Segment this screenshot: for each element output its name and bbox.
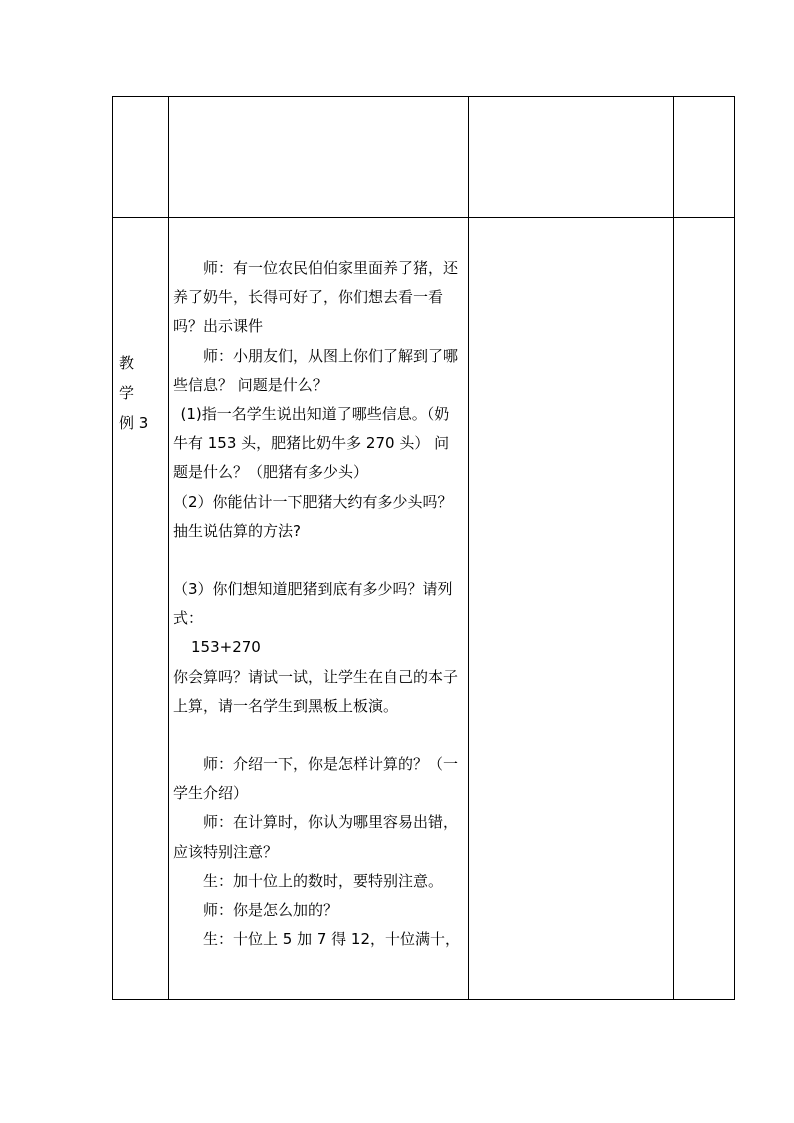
table-cell-content [169, 218, 469, 1000]
table-row [113, 97, 735, 218]
content-paragraph: 师：介绍一下，你是怎样计算的？（一学生介绍） [173, 755, 459, 803]
table-cell-label [113, 218, 169, 1000]
table-cell-content [169, 97, 469, 218]
content-paragraph: 师：你是怎么加的？ [203, 901, 339, 920]
formula-line: 153+270 [191, 638, 261, 657]
table-cell-remarks [674, 97, 735, 218]
content-paragraph: 生：十位上 5 加 7 得 12，十位满十， [203, 930, 461, 949]
content-paragraph: 你会算吗？请试一试，让学生在自己的本子上算，请一名学生到黑板上板演。 [173, 667, 459, 715]
content-paragraph: 师：有一位农民伯伯家里面养了猪，还养了奶牛，长得可好了，你们想去看一看吗？出示课件 [173, 259, 459, 336]
section-label-line2: 例 3 [119, 414, 149, 432]
content-paragraph: 师：在计算时，你认为哪里容易出错，应该特别注意？ [173, 813, 459, 861]
lesson-plan-table [112, 96, 735, 1000]
table-cell-remarks [674, 218, 735, 1000]
content-paragraph: （2）你能估计一下肥猪大约有多少头吗？抽生说估算的方法? [173, 492, 453, 540]
section-label-line1: 教 学 [119, 354, 159, 402]
content-paragraph: 生：加十位上的数时，要特别注意。 [203, 871, 444, 890]
table-cell-notes [469, 218, 674, 1000]
content-paragraph: (1)指一名学生说出知道了哪些信息。（奶牛有 153 头，肥猪比奶牛多 270 头） 问题是什么？（肥猪有多少头） [173, 405, 450, 482]
paragraph-gap [173, 721, 464, 750]
table-cell-label [113, 97, 169, 218]
paragraph-gap [173, 546, 464, 575]
table-row [113, 218, 735, 1000]
content-paragraph: 师：小朋友们，从图上你们了解到了哪些信息？ 问题是什么？ [173, 346, 459, 394]
content-paragraph: （3）你们想知道肥猪到底有多少吗？请列式： [173, 580, 453, 628]
table-cell-notes [469, 97, 674, 218]
